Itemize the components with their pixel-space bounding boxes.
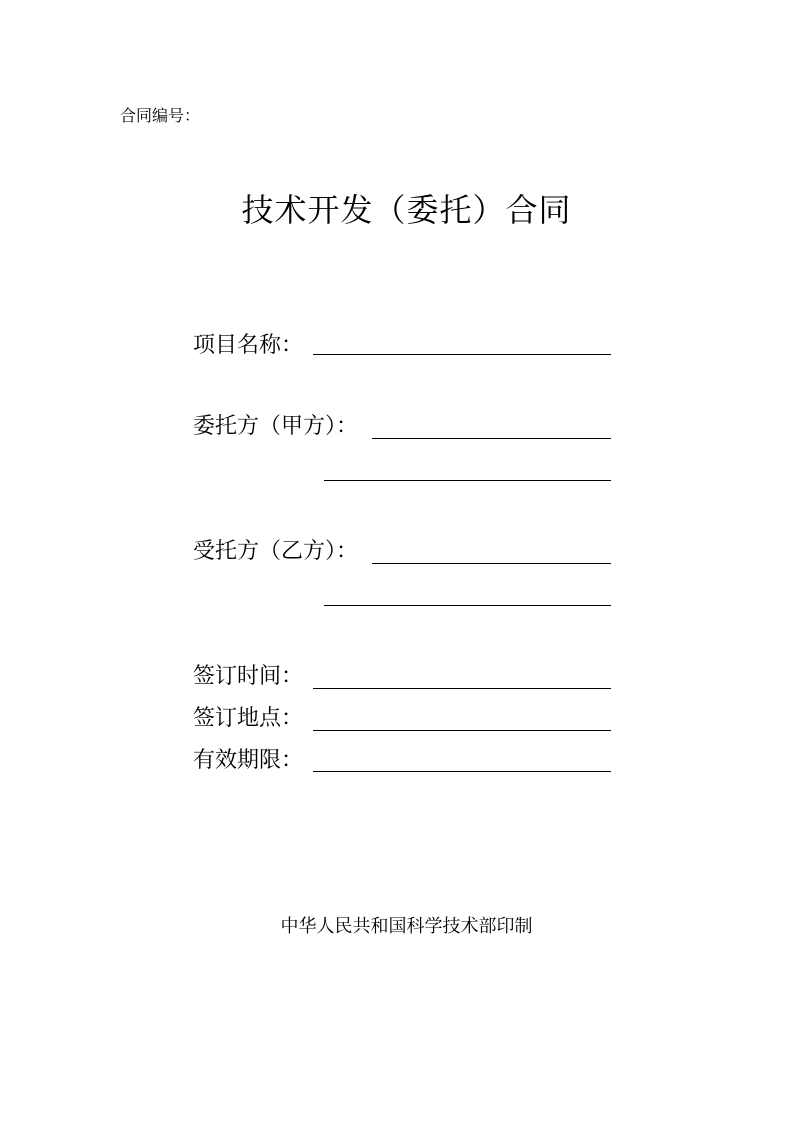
document-title: 技术开发（委托）合同: [241, 191, 572, 229]
project-name-blank-line: [313, 354, 611, 355]
project-name-label: 项目名称：: [193, 333, 304, 358]
validity-label: 有效期限：: [193, 748, 304, 773]
contractor-label: 受托方（乙方）：: [193, 539, 359, 564]
footer-issuer: 中华人民共和国科学技术部印制: [280, 916, 533, 937]
contractor-blank-line: [372, 563, 611, 564]
client-blank-line: [372, 438, 611, 439]
validity-blank-line: [313, 771, 611, 772]
sign-date-label: 签订时间：: [193, 664, 304, 689]
sign-place-label: 签订地点：: [193, 706, 304, 731]
client-label: 委托方（甲方）：: [193, 414, 359, 439]
contractor-blank-line-2: [324, 605, 611, 606]
client-blank-line-2: [324, 480, 611, 481]
sign-date-blank-line: [313, 688, 611, 689]
sign-place-blank-line: [313, 730, 611, 731]
contract-number-label: 合同编号：: [120, 106, 201, 125]
